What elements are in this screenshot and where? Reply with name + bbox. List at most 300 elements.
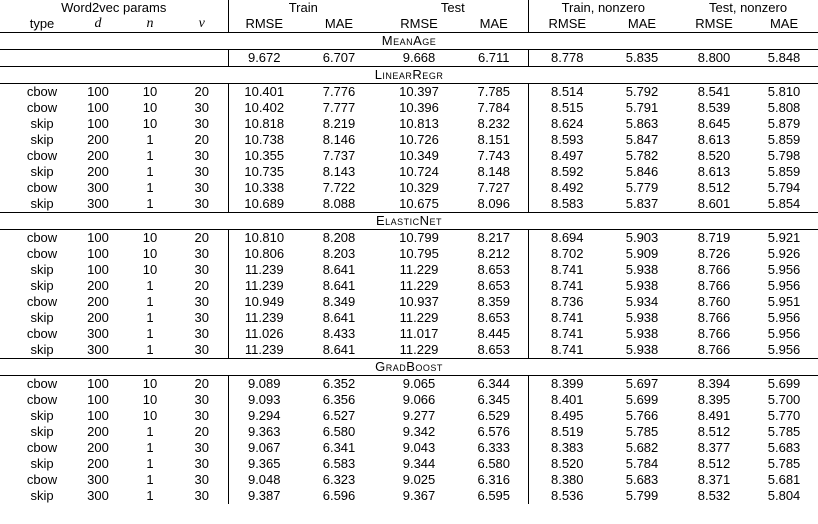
cell-d: 100 <box>72 230 124 247</box>
cell-type: skip <box>30 132 54 147</box>
header-type: type <box>29 16 55 31</box>
cell-train-nonzero-mae: 5.938 <box>625 326 659 341</box>
table-row <box>0 230 818 247</box>
cell-test-nonzero-mae: 5.683 <box>767 440 801 455</box>
cell-n: 10 <box>124 230 176 247</box>
cell-test-mae: 8.096 <box>477 196 511 211</box>
cell-d: 200 <box>87 310 109 325</box>
cell-test-nonzero-rmse: 8.539 <box>697 100 731 115</box>
cell-test-nonzero-mae: 5.859 <box>767 132 801 147</box>
cell-d: 300 <box>87 488 109 503</box>
cell-train-nonzero-rmse: 8.741 <box>528 278 606 294</box>
header-n: n <box>146 16 154 31</box>
cell-test-mae: 6.576 <box>477 424 511 439</box>
cell-v: 30 <box>194 196 209 211</box>
table-row <box>0 50 818 67</box>
cell-train-nonzero-mae: 5.784 <box>625 456 659 471</box>
cell-test-mae: 6.595 <box>477 488 511 503</box>
cell-v: 30 <box>194 246 209 261</box>
cell-train-mae: 8.208 <box>300 230 378 247</box>
header-word2vec-params: Word2vec params <box>61 0 167 15</box>
cell-test-rmse: 9.066 <box>402 392 436 407</box>
cell-test-nonzero-mae: 5.926 <box>767 246 801 261</box>
cell-train-rmse: 11.026 <box>228 326 300 342</box>
cell-train-mae: 7.777 <box>322 100 356 115</box>
cell-train-nonzero-rmse: 8.519 <box>528 424 606 440</box>
cell-test-rmse: 9.668 <box>378 50 460 67</box>
cell-n: 10 <box>142 392 158 407</box>
cell-test-rmse: 10.329 <box>399 180 439 195</box>
cell-test-mae: 8.653 <box>477 342 511 357</box>
cell-train-rmse: 10.689 <box>228 196 300 213</box>
cell-train-nonzero-rmse: 8.383 <box>528 440 606 456</box>
cell-test-mae: 6.344 <box>460 376 528 393</box>
cell-train-rmse: 10.338 <box>228 180 300 196</box>
cell-test-rmse: 9.344 <box>402 456 436 471</box>
cell-test-nonzero-mae: 5.785 <box>767 456 801 471</box>
cell-test-nonzero-mae: 5.956 <box>767 342 801 357</box>
cell-test-nonzero-rmse: 8.512 <box>697 180 731 195</box>
cell-n: 1 <box>146 424 154 439</box>
table-row <box>0 132 818 148</box>
cell-v: 20 <box>194 278 209 293</box>
cell-train-mae: 8.641 <box>322 342 356 357</box>
cell-d: 200 <box>87 424 109 439</box>
cell-train-rmse: 9.363 <box>228 424 300 440</box>
cell-type: cbow <box>26 100 58 115</box>
cell-train-nonzero-mae: 5.863 <box>625 116 659 131</box>
cell-train-rmse: 11.239 <box>228 310 300 326</box>
cell-train-rmse: 9.048 <box>228 472 300 488</box>
header-v: v <box>198 16 205 31</box>
cell-test-nonzero-mae: 5.804 <box>767 488 801 503</box>
cell-train-nonzero-rmse: 8.741 <box>528 342 606 359</box>
table-row <box>0 116 818 132</box>
cell-n: 10 <box>124 376 176 393</box>
cell-test-mae: 8.445 <box>477 326 511 341</box>
cell-train-mae: 8.349 <box>322 294 356 309</box>
cell-train-nonzero-rmse: 8.592 <box>528 164 606 180</box>
cell-test-nonzero-mae: 5.951 <box>767 294 801 309</box>
cell-type <box>0 50 72 67</box>
cell-test-nonzero-rmse: 8.541 <box>678 84 750 101</box>
section-title: LinearRegr <box>0 67 818 84</box>
cell-train-nonzero-rmse: 8.497 <box>528 148 606 164</box>
cell-v: 30 <box>194 294 209 309</box>
cell-test-mae: 8.212 <box>477 246 511 261</box>
cell-train-nonzero-rmse: 8.583 <box>528 196 606 213</box>
cell-train-nonzero-mae: 5.792 <box>606 84 678 101</box>
cell-train-nonzero-rmse: 8.741 <box>528 262 606 278</box>
cell-d: 200 <box>87 294 109 309</box>
cell-train-nonzero-mae: 5.699 <box>625 392 659 407</box>
cell-d: 200 <box>87 164 109 179</box>
cell-train-nonzero-rmse: 8.515 <box>528 100 606 116</box>
cell-train-nonzero-mae: 5.847 <box>625 132 659 147</box>
cell-train-nonzero-mae: 5.791 <box>625 100 659 115</box>
cell-d: 300 <box>87 326 109 341</box>
table-row <box>0 294 818 310</box>
cell-n: 1 <box>146 294 154 309</box>
cell-d: 100 <box>72 84 124 101</box>
cell-v: 30 <box>194 116 209 131</box>
cell-d: 100 <box>72 376 124 393</box>
cell-test-nonzero-rmse: 8.766 <box>697 342 731 357</box>
table-row <box>0 246 818 262</box>
cell-v: 30 <box>194 326 209 341</box>
cell-train-nonzero-rmse: 8.520 <box>528 456 606 472</box>
cell-type: cbow <box>0 84 72 101</box>
header-train: Train <box>228 0 378 16</box>
cell-v: 30 <box>194 488 209 503</box>
cell-d <box>72 50 124 67</box>
cell-test-nonzero-rmse: 8.613 <box>697 132 731 147</box>
cell-train-mae: 8.641 <box>322 310 356 325</box>
cell-test-nonzero-mae: 5.921 <box>750 230 818 247</box>
cell-train-nonzero-rmse: 8.380 <box>528 472 606 488</box>
cell-test-mae: 6.316 <box>477 472 511 487</box>
cell-train-nonzero-rmse: 8.694 <box>528 230 606 247</box>
cell-test-mae: 8.653 <box>477 310 511 325</box>
cell-d: 300 <box>87 472 109 487</box>
cell-test-rmse: 10.813 <box>399 116 439 131</box>
table-row <box>0 440 818 456</box>
cell-train-mae: 6.580 <box>322 424 356 439</box>
cell-test-nonzero-mae: 5.879 <box>767 116 801 131</box>
cell-train-rmse: 10.818 <box>228 116 300 132</box>
cell-train-nonzero-mae: 5.938 <box>625 342 659 357</box>
cell-test-nonzero-rmse: 8.766 <box>697 262 731 277</box>
cell-v: 30 <box>194 164 209 179</box>
table-row <box>0 342 818 359</box>
cell-type: cbow <box>26 294 58 309</box>
cell-type: skip <box>30 456 54 471</box>
table-row <box>0 326 818 342</box>
cell-train-mae: 6.596 <box>322 488 356 503</box>
cell-train-nonzero-rmse: 8.593 <box>528 132 606 148</box>
cell-train-mae: 8.143 <box>322 164 356 179</box>
cell-type: skip <box>30 262 54 277</box>
cell-v: 30 <box>194 408 209 423</box>
cell-train-nonzero-rmse: 8.624 <box>528 116 606 132</box>
cell-test-rmse: 10.795 <box>399 246 439 261</box>
cell-train-rmse: 10.738 <box>228 132 300 148</box>
cell-test-mae: 6.529 <box>477 408 511 423</box>
cell-test-mae: 8.217 <box>460 230 528 247</box>
cell-v: 30 <box>194 148 209 163</box>
cell-train-mae: 6.527 <box>322 408 356 423</box>
cell-train-nonzero-rmse: 8.702 <box>528 246 606 262</box>
cell-test-nonzero-rmse: 8.491 <box>697 408 731 423</box>
cell-n: 1 <box>146 310 154 325</box>
cell-d: 200 <box>87 456 109 471</box>
cell-test-mae: 8.359 <box>477 294 511 309</box>
cell-test-rmse: 11.229 <box>399 262 439 277</box>
cell-n: 10 <box>142 246 158 261</box>
cell-test-mae: 7.743 <box>477 148 511 163</box>
cell-n <box>124 50 176 67</box>
cell-d: 200 <box>87 278 109 293</box>
cell-train-nonzero-mae: 5.779 <box>625 180 659 195</box>
cell-type: cbow <box>26 326 58 341</box>
table-body <box>0 33 818 505</box>
cell-train-nonzero-rmse: 8.536 <box>528 488 606 504</box>
cell-test-rmse: 10.397 <box>378 84 460 101</box>
cell-v: 30 <box>194 392 209 407</box>
cell-v: 30 <box>194 456 209 471</box>
cell-test-nonzero-mae: 5.810 <box>750 84 818 101</box>
cell-train-nonzero-mae: 5.785 <box>625 424 659 439</box>
cell-d: 100 <box>87 392 109 407</box>
cell-test-nonzero-rmse: 8.760 <box>697 294 731 309</box>
section-title: ElasticNet <box>0 213 818 230</box>
cell-type: skip <box>30 164 54 179</box>
cell-v: 20 <box>194 424 209 439</box>
cell-train-mae: 8.219 <box>322 116 356 131</box>
cell-test-mae: 8.653 <box>477 262 511 277</box>
cell-train-rmse: 9.294 <box>228 408 300 424</box>
cell-train-mae: 6.323 <box>322 472 356 487</box>
cell-d: 200 <box>87 440 109 455</box>
table-row <box>0 148 818 164</box>
cell-train-rmse: 11.239 <box>228 342 300 359</box>
cell-d: 100 <box>87 100 109 115</box>
cell-train-rmse: 11.239 <box>228 262 300 278</box>
table-row <box>0 472 818 488</box>
cell-train-nonzero-mae: 5.934 <box>625 294 659 309</box>
cell-v: 30 <box>194 262 209 277</box>
section-title: MeanAge <box>0 33 818 50</box>
table-row <box>0 164 818 180</box>
cell-type: skip <box>30 488 54 503</box>
cell-train-rmse: 10.806 <box>228 246 300 262</box>
cell-n: 10 <box>142 100 158 115</box>
cell-train-rmse: 9.093 <box>228 392 300 408</box>
cell-n: 1 <box>146 196 154 211</box>
cell-train-nonzero-rmse: 8.401 <box>528 392 606 408</box>
cell-test-rmse: 9.342 <box>402 424 436 439</box>
cell-test-nonzero-mae: 5.956 <box>767 262 801 277</box>
cell-type: skip <box>30 424 54 439</box>
cell-test-rmse: 10.724 <box>399 164 439 179</box>
header-group-row <box>0 0 818 16</box>
cell-train-nonzero-mae: 5.938 <box>625 310 659 325</box>
table-row <box>0 408 818 424</box>
cell-type: cbow <box>26 472 58 487</box>
cell-test-mae: 6.345 <box>477 392 511 407</box>
cell-train-mae: 6.356 <box>322 392 356 407</box>
cell-test-nonzero-mae: 5.808 <box>767 100 801 115</box>
cell-test-nonzero-mae: 5.859 <box>767 164 801 179</box>
cell-train-mae: 8.641 <box>322 262 356 277</box>
cell-train-nonzero-rmse: 8.736 <box>528 294 606 310</box>
cell-test-mae: 8.232 <box>477 116 511 131</box>
cell-train-nonzero-mae: 5.835 <box>606 50 678 67</box>
cell-test-rmse: 10.937 <box>399 294 439 309</box>
cell-v: 30 <box>194 310 209 325</box>
cell-train-rmse: 9.672 <box>228 50 300 67</box>
cell-v: 30 <box>194 100 209 115</box>
cell-d: 100 <box>87 408 109 423</box>
cell-test-nonzero-rmse: 8.645 <box>697 116 731 131</box>
cell-train-rmse: 10.735 <box>228 164 300 180</box>
cell-d: 200 <box>87 148 109 163</box>
cell-train-mae: 6.341 <box>322 440 356 455</box>
cell-d: 100 <box>87 262 109 277</box>
cell-test-nonzero-rmse: 8.601 <box>697 196 731 211</box>
cell-test-nonzero-rmse: 8.532 <box>697 488 731 503</box>
cell-n: 1 <box>146 342 154 357</box>
cell-train-mae: 8.146 <box>322 132 356 147</box>
cell-train-nonzero-mae: 5.697 <box>606 376 678 393</box>
cell-train-rmse: 10.949 <box>228 294 300 310</box>
cell-test-nonzero-rmse: 8.371 <box>697 472 731 487</box>
cell-train-mae: 8.203 <box>322 246 356 261</box>
cell-train-rmse: 9.387 <box>228 488 300 504</box>
cell-train-mae: 6.583 <box>322 456 356 471</box>
cell-test-nonzero-rmse: 8.766 <box>697 278 731 293</box>
cell-v: 30 <box>194 472 209 487</box>
header-test-rmse: RMSE <box>400 16 438 31</box>
cell-v: 20 <box>176 230 228 247</box>
cell-train-nonzero-rmse: 8.741 <box>528 310 606 326</box>
header-test-nonzero-rmse: RMSE <box>695 16 733 31</box>
cell-test-nonzero-rmse: 8.377 <box>697 440 731 455</box>
cell-test-mae: 8.653 <box>477 278 511 293</box>
cell-type: skip <box>30 196 54 211</box>
table-row <box>0 278 818 294</box>
cell-train-mae: 6.352 <box>300 376 378 393</box>
cell-train-rmse: 9.089 <box>228 376 300 393</box>
cell-test-nonzero-rmse: 8.395 <box>697 392 731 407</box>
cell-type: cbow <box>0 230 72 247</box>
table-row <box>0 180 818 196</box>
header-column-row <box>0 16 818 33</box>
cell-n: 1 <box>146 164 154 179</box>
header-train-nonzero: Train, nonzero <box>528 0 678 16</box>
cell-test-nonzero-rmse: 8.613 <box>697 164 731 179</box>
cell-type: skip <box>30 116 54 131</box>
cell-n: 1 <box>146 326 154 341</box>
cell-test-nonzero-mae: 5.854 <box>767 196 801 211</box>
cell-n: 1 <box>146 148 154 163</box>
cell-d: 200 <box>87 132 109 147</box>
cell-test-rmse: 10.726 <box>399 132 439 147</box>
cell-type: skip <box>30 310 54 325</box>
cell-test-nonzero-mae: 5.956 <box>767 310 801 325</box>
cell-n: 10 <box>142 116 158 131</box>
cell-n: 10 <box>124 84 176 101</box>
cell-n: 1 <box>146 132 154 147</box>
section-title: GradBoost <box>0 359 818 376</box>
cell-test-nonzero-rmse: 8.766 <box>697 326 731 341</box>
cell-test-nonzero-rmse: 8.394 <box>678 376 750 393</box>
cell-train-rmse: 9.365 <box>228 456 300 472</box>
cell-test-nonzero-mae: 5.848 <box>750 50 818 67</box>
section-header-row <box>0 359 818 376</box>
cell-type: cbow <box>26 440 58 455</box>
cell-test-rmse: 10.349 <box>399 148 439 163</box>
cell-test-nonzero-rmse: 8.766 <box>697 310 731 325</box>
table-row <box>0 310 818 326</box>
cell-train-nonzero-rmse: 8.514 <box>528 84 606 101</box>
cell-d: 100 <box>87 116 109 131</box>
cell-test-mae: 7.784 <box>477 100 511 115</box>
section-header-row <box>0 213 818 230</box>
table-row <box>0 488 818 504</box>
cell-test-rmse: 11.229 <box>399 342 439 357</box>
header-d: d <box>94 16 102 31</box>
cell-train-nonzero-rmse: 8.778 <box>528 50 606 67</box>
cell-test-rmse: 10.799 <box>378 230 460 247</box>
table-row <box>0 392 818 408</box>
cell-type: cbow <box>26 180 58 195</box>
header-train-nonzero-rmse: RMSE <box>528 16 606 33</box>
cell-v: 30 <box>194 180 209 195</box>
cell-test-nonzero-mae: 5.785 <box>767 424 801 439</box>
cell-n: 10 <box>142 262 158 277</box>
cell-test-nonzero-mae: 5.699 <box>750 376 818 393</box>
cell-test-rmse: 11.017 <box>399 326 439 341</box>
header-test-mae: MAE <box>479 16 508 31</box>
cell-train-rmse: 10.355 <box>228 148 300 164</box>
cell-train-nonzero-mae: 5.683 <box>625 472 659 487</box>
cell-test-nonzero-mae: 5.794 <box>767 180 801 195</box>
cell-test-nonzero-mae: 5.956 <box>767 326 801 341</box>
cell-train-nonzero-mae: 5.782 <box>625 148 659 163</box>
cell-test-mae: 8.148 <box>477 164 511 179</box>
header-test-nonzero: Test, nonzero <box>709 0 788 15</box>
table-row <box>0 84 818 101</box>
cell-test-rmse: 9.025 <box>402 472 436 487</box>
cell-n: 1 <box>146 440 154 455</box>
cell-type: cbow <box>26 148 58 163</box>
cell-train-mae: 7.776 <box>300 84 378 101</box>
cell-v: 20 <box>176 376 228 393</box>
cell-n: 1 <box>146 180 154 195</box>
table-header <box>0 0 818 33</box>
cell-test-nonzero-mae: 5.700 <box>767 392 801 407</box>
cell-train-nonzero-mae: 5.682 <box>625 440 659 455</box>
table-row <box>0 376 818 393</box>
cell-test-nonzero-rmse: 8.726 <box>697 246 731 261</box>
cell-test-rmse: 10.675 <box>399 196 439 211</box>
cell-type: cbow <box>26 246 58 261</box>
cell-test-nonzero-rmse: 8.800 <box>678 50 750 67</box>
header-test: Test <box>440 0 465 15</box>
cell-type: skip <box>30 278 54 293</box>
cell-test-mae: 6.711 <box>460 50 528 67</box>
cell-test-rmse: 9.043 <box>402 440 436 455</box>
table-row <box>0 262 818 278</box>
cell-test-nonzero-rmse: 8.520 <box>697 148 731 163</box>
cell-test-rmse: 10.396 <box>399 100 439 115</box>
cell-train-mae: 6.707 <box>300 50 378 67</box>
cell-test-rmse: 9.277 <box>402 408 436 423</box>
cell-train-mae: 8.088 <box>322 196 356 211</box>
table-row <box>0 424 818 440</box>
cell-d: 300 <box>87 196 109 211</box>
cell-test-rmse: 9.065 <box>378 376 460 393</box>
table-row <box>0 456 818 472</box>
header-train-nonzero-mae: MAE <box>627 16 657 31</box>
cell-type: skip <box>30 342 54 357</box>
cell-n: 1 <box>146 488 154 503</box>
cell-train-nonzero-mae: 5.903 <box>606 230 678 247</box>
table-row <box>0 100 818 116</box>
cell-v: 20 <box>176 84 228 101</box>
cell-n: 1 <box>146 472 154 487</box>
